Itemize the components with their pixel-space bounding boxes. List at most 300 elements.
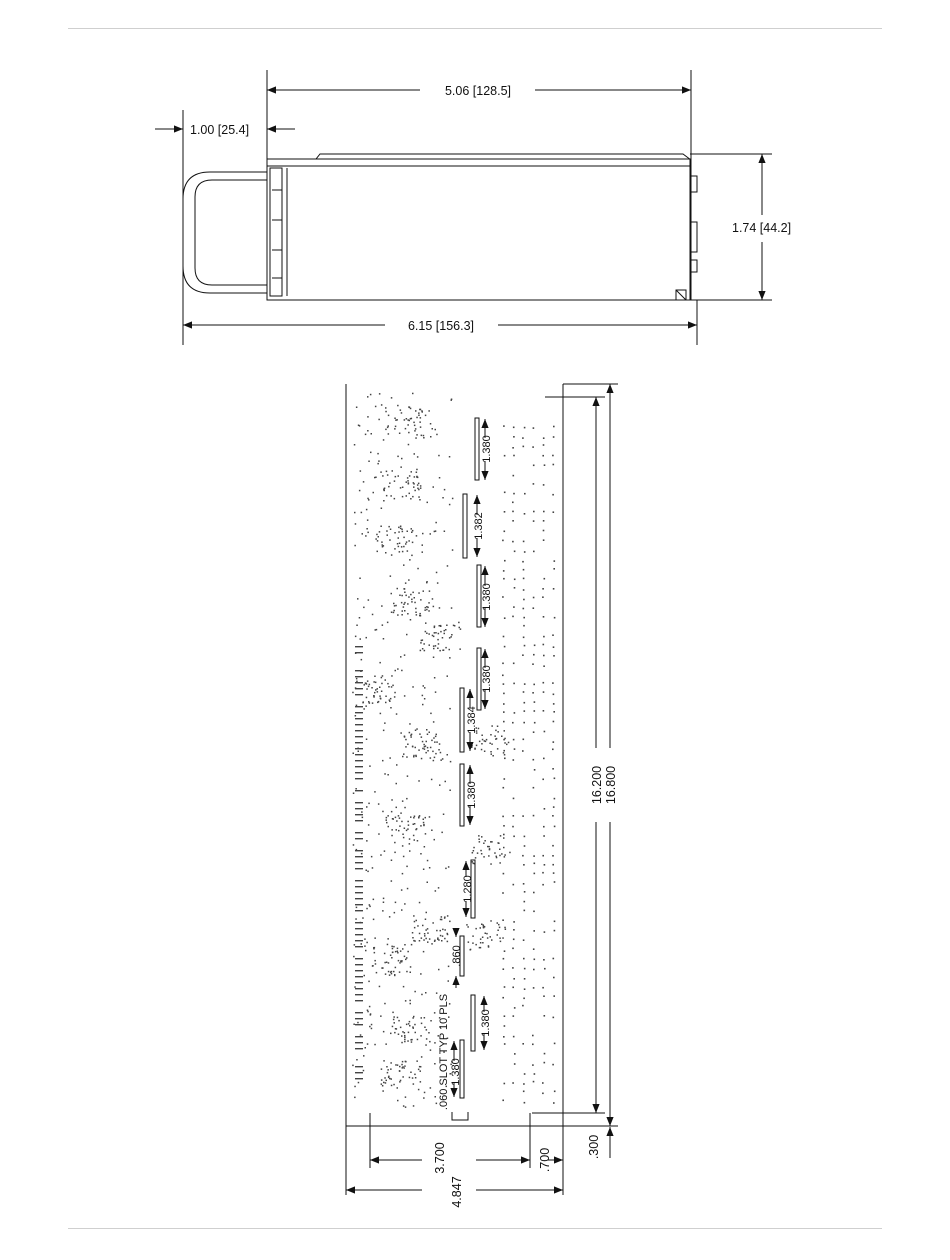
- pcb-component-mark: [384, 1077, 386, 1079]
- pcb-component-mark: [524, 845, 526, 847]
- pcb-component-mark: [487, 846, 489, 848]
- pcb-component-mark: [552, 455, 554, 457]
- pcb-component-mark: [367, 532, 369, 534]
- pcb-component-mark: [383, 902, 385, 904]
- pcb-component-mark: [523, 998, 525, 1000]
- pcb-component-mark: [415, 1032, 417, 1034]
- pcb-component-mark: [410, 1039, 412, 1041]
- pcb-component-mark: [403, 604, 405, 606]
- slot-dim-2: 1.382: [473, 512, 485, 540]
- pcb-component-mark: [423, 819, 425, 821]
- pcb-component-mark: [400, 466, 402, 468]
- pcb-component-mark: [484, 751, 486, 753]
- pcb-component-mark: [502, 919, 504, 921]
- pcb-component-mark: [366, 683, 368, 685]
- pcb-component-mark: [422, 748, 424, 750]
- pcb-component-mark: [356, 907, 358, 909]
- pcb-component-mark: [523, 617, 525, 619]
- pcb-component-mark: [432, 751, 434, 753]
- pcb-component-mark: [411, 944, 413, 946]
- pcb-component-mark: [367, 430, 369, 432]
- pcb-component-mark: [395, 951, 397, 953]
- pcb-component-mark: [436, 1103, 438, 1105]
- pcb-component-mark: [534, 959, 536, 961]
- pcb-component-mark: [412, 393, 414, 395]
- pcb-component-mark: [522, 750, 524, 752]
- pcb-component-mark: [367, 416, 369, 418]
- pcb-component-mark: [480, 850, 482, 852]
- pcb-component-mark: [416, 535, 418, 537]
- pcb-component-mark: [421, 640, 423, 642]
- pcb-component-mark: [553, 1017, 555, 1019]
- pcb-component-mark: [375, 689, 377, 691]
- pcb-component-mark: [366, 528, 368, 530]
- pcb-component-mark: [410, 418, 412, 420]
- pcb-component-mark: [523, 691, 525, 693]
- pcb-component-mark: [364, 975, 366, 977]
- pcb-component-mark: [382, 811, 384, 813]
- pcb-component-mark: [513, 436, 515, 438]
- pcb-component-mark: [502, 997, 504, 999]
- pcb-component-mark: [427, 882, 429, 884]
- pcb-component-mark: [396, 419, 398, 421]
- pcb-component-mark: [362, 917, 364, 919]
- pcb-component-mark: [419, 940, 421, 942]
- pcb-component-mark: [394, 975, 396, 977]
- pcb-component-mark: [387, 534, 389, 536]
- pcb-component-mark: [491, 939, 493, 941]
- pcb-component-mark: [488, 945, 490, 947]
- pcb-component-mark: [375, 477, 377, 479]
- pcb-component-mark: [365, 950, 367, 952]
- pcb-component-mark: [395, 902, 397, 904]
- pcb-component-mark: [544, 731, 546, 733]
- pcb-component-mark: [449, 637, 451, 639]
- pcb-component-mark: [388, 425, 390, 427]
- pcb-component-mark: [422, 544, 424, 546]
- pcb-component-mark: [472, 861, 474, 863]
- pcb-component-mark: [380, 713, 382, 715]
- pcb-component-mark: [400, 487, 402, 489]
- pcb-component-mark: [355, 922, 363, 923]
- pcb-component-mark: [424, 748, 426, 750]
- pcb-component-mark: [514, 587, 516, 589]
- pcb-component-mark: [448, 980, 450, 982]
- pcb-component-mark: [380, 471, 382, 473]
- pcb-component-mark: [414, 430, 416, 432]
- pcb-component-mark: [355, 976, 363, 977]
- slot-dim-9: 1.380: [480, 1009, 492, 1037]
- pcb-component-mark: [414, 1074, 416, 1076]
- pcb-component-mark: [543, 444, 545, 446]
- pcb-component-mark: [398, 815, 400, 817]
- pcb-component-mark: [504, 854, 506, 856]
- pcb-component-mark: [412, 496, 414, 498]
- pcb-component-mark: [420, 1081, 422, 1083]
- pcb-component-mark: [363, 1070, 365, 1072]
- pcb-component-mark: [386, 819, 388, 821]
- pcb-component-mark: [421, 1017, 423, 1019]
- pcb-component-mark: [423, 951, 425, 953]
- pcb-component-mark: [400, 812, 402, 814]
- pcb-component-mark: [534, 701, 536, 703]
- pcb-component-mark: [442, 758, 444, 760]
- slot-dim-6: 1.380: [466, 781, 478, 809]
- pcb-component-mark: [490, 920, 492, 922]
- pcb-component-mark: [437, 648, 439, 650]
- pcb-component-mark: [502, 1100, 504, 1102]
- pcb-component-mark: [389, 1078, 391, 1080]
- pcb-component-mark: [404, 695, 406, 697]
- pcb-component-mark: [368, 824, 370, 826]
- pcb-component-mark: [355, 790, 363, 791]
- pcb-component-mark: [398, 531, 400, 533]
- pcb-component-mark: [376, 534, 378, 536]
- pcb-component-mark: [416, 1060, 418, 1062]
- pcb-component-mark: [504, 1043, 506, 1045]
- pcb-component-mark: [523, 883, 525, 885]
- pcb-component-mark: [422, 533, 424, 535]
- pcb-component-mark: [420, 487, 422, 489]
- pcb-component-mark: [415, 410, 417, 412]
- pcb-component-mark: [407, 744, 409, 746]
- pcb-component-mark: [552, 815, 554, 817]
- pcb-component-mark: [391, 686, 393, 688]
- pcb-component-mark: [382, 675, 384, 677]
- pcb-component-mark: [430, 1020, 432, 1022]
- pcb-component-mark: [408, 444, 410, 446]
- pcb-component-mark: [387, 427, 389, 429]
- pcb-component-mark: [409, 493, 411, 495]
- pcb-component-mark: [399, 817, 401, 819]
- pcb-component-mark: [418, 780, 420, 782]
- pcb-component-mark: [423, 869, 425, 871]
- pcb-component-mark: [523, 939, 525, 941]
- pcb-component-mark: [408, 1023, 410, 1025]
- pcb-component-mark: [512, 967, 514, 969]
- pcb-component-mark: [418, 412, 420, 414]
- pcb-component-mark: [407, 531, 409, 533]
- pcb-component-mark: [523, 569, 525, 571]
- pcb-component-mark: [401, 909, 403, 911]
- pcb-component-mark: [355, 760, 363, 761]
- pcb-component-mark: [402, 487, 404, 489]
- pcb-component-mark: [353, 956, 355, 958]
- pcb-component-mark: [501, 736, 503, 738]
- pcb-component-mark: [423, 744, 425, 746]
- pcb-component-mark: [513, 683, 515, 685]
- pcb-component-mark: [552, 494, 554, 496]
- pcb-component-mark: [431, 740, 433, 742]
- slot-dim-5: 1.384: [466, 706, 478, 734]
- pcb-component-mark: [429, 590, 431, 592]
- pcb-component-mark: [415, 730, 417, 732]
- pcb-component-mark: [355, 682, 363, 683]
- pcb-component-mark: [417, 925, 419, 927]
- pcb-component-mark: [533, 787, 535, 789]
- pcb-component-mark: [400, 409, 402, 411]
- pcb-component-mark: [544, 968, 546, 970]
- pcb-component-mark: [398, 1020, 400, 1022]
- pcb-component-mark: [373, 681, 375, 683]
- pcb-component-mark: [554, 560, 556, 562]
- pcb-component-mark: [542, 779, 544, 781]
- pcb-component-mark: [355, 646, 363, 647]
- pcb-component-mark: [503, 968, 505, 970]
- pcb-component-mark: [373, 695, 375, 697]
- pcb-component-mark: [434, 632, 436, 634]
- pcb-component-mark: [504, 1025, 506, 1027]
- pcb-component-mark: [398, 960, 400, 962]
- pcb-component-mark: [405, 595, 407, 597]
- pcb-component-mark: [423, 435, 425, 437]
- pcb-component-mark: [383, 730, 385, 732]
- pcb-component-mark: [418, 415, 420, 417]
- pcb-component-mark: [422, 695, 424, 697]
- pcb-component-mark: [391, 675, 393, 677]
- pcb-component-mark: [402, 948, 404, 950]
- pcb-dim-offset-y: .300: [587, 1134, 601, 1160]
- pcb-component-mark: [387, 683, 389, 685]
- pcb-component-mark: [367, 871, 369, 873]
- pcb-component-mark: [421, 994, 423, 996]
- pcb-component-mark: [412, 686, 414, 688]
- pcb-component-mark: [512, 511, 514, 513]
- pcb-component-mark: [421, 435, 423, 437]
- pcb-component-mark: [383, 1031, 385, 1033]
- pcb-component-mark: [513, 836, 515, 838]
- pcb-component-mark: [355, 1000, 363, 1001]
- pcb-component-mark: [406, 830, 408, 832]
- slot-dim-10: 1.380: [450, 1058, 462, 1086]
- pcb-component-mark: [372, 965, 374, 967]
- pcb-component-mark: [503, 711, 505, 713]
- pcb-component-mark: [389, 757, 391, 759]
- pcb-component-mark: [411, 1041, 413, 1043]
- pcb-component-mark: [397, 1064, 399, 1066]
- pcb-component-mark: [407, 828, 409, 830]
- pcb-component-mark: [414, 425, 416, 427]
- pcb-component-mark: [414, 490, 416, 492]
- pcb-component-mark: [384, 953, 386, 955]
- pcb-component-mark: [401, 458, 403, 460]
- pcb-component-mark: [432, 922, 434, 924]
- pcb-component-mark: [356, 1059, 358, 1061]
- pcb-component-mark: [383, 898, 385, 900]
- pcb-component-mark: [447, 675, 449, 677]
- pcb-component-mark: [404, 1065, 406, 1067]
- pcb-component-mark: [451, 607, 453, 609]
- pcb-component-mark: [380, 526, 382, 528]
- pcb-component-mark: [503, 693, 505, 695]
- pcb-component-mark: [398, 830, 400, 832]
- pcb-component-mark: [503, 787, 505, 789]
- pcb-component-mark: [355, 742, 363, 743]
- pcb-component-mark: [407, 477, 409, 479]
- pcb-component-mark: [440, 759, 442, 761]
- pcb-component-mark: [492, 755, 494, 757]
- pcb-component-mark: [471, 747, 473, 749]
- pcb-component-mark: [451, 634, 453, 636]
- pcb-component-mark: [365, 535, 367, 537]
- pcb-component-mark: [358, 1082, 360, 1084]
- pcb-component-mark: [404, 807, 406, 809]
- pcb-component-mark: [399, 595, 401, 597]
- pcb-component-mark: [543, 530, 545, 532]
- pcb-component-mark: [409, 1077, 411, 1079]
- pcb-component-mark: [413, 835, 415, 837]
- pcb-component-mark: [460, 628, 462, 630]
- pcb-dim-length-outer: 16.800: [604, 765, 618, 805]
- pcb-component-mark: [397, 1100, 399, 1102]
- pcb-component-mark: [420, 973, 422, 975]
- pcb-component-mark: [368, 981, 370, 983]
- pcb-component-mark: [355, 814, 363, 815]
- enclosure-outline: [267, 159, 690, 300]
- pcb-component-mark: [382, 1085, 384, 1087]
- pcb-component-mark: [490, 841, 492, 843]
- pcb-component-mark: [401, 1042, 403, 1044]
- pcb-component-mark: [432, 428, 434, 430]
- pcb-component-mark: [533, 930, 535, 932]
- pcb-component-mark: [381, 508, 383, 510]
- pcb-component-mark: [398, 546, 400, 548]
- pcb-component-mark: [436, 741, 438, 743]
- pcb-component-mark: [405, 1106, 407, 1108]
- pcb-component-mark: [435, 645, 437, 647]
- pcb-component-mark: [411, 555, 413, 557]
- pcb-component-mark: [432, 598, 434, 600]
- pcb-component-mark: [404, 944, 406, 946]
- pcb-component-mark: [364, 938, 366, 940]
- pcb-component-mark: [420, 642, 422, 644]
- pcb-component-mark: [356, 849, 358, 851]
- pcb-component-mark: [372, 614, 374, 616]
- pcb-component-mark: [434, 1012, 436, 1014]
- pcb-component-mark: [366, 688, 368, 690]
- pcb-component-mark: [367, 1010, 369, 1012]
- pcb-component-mark: [371, 687, 373, 689]
- pcb-component-mark: [435, 753, 437, 755]
- pcb-component-mark: [503, 578, 505, 580]
- pcb-component-mark: [512, 722, 514, 724]
- pcb-component-mark: [401, 602, 403, 604]
- pcb-component-mark: [385, 679, 387, 681]
- pcb-component-mark: [414, 453, 416, 455]
- pcb-component-mark: [475, 928, 477, 930]
- pcb-component-mark: [415, 612, 417, 614]
- pcb-component-mark: [513, 798, 515, 800]
- pcb-component-mark: [424, 609, 426, 611]
- pcb-component-mark: [503, 1036, 505, 1038]
- pcb-component-mark: [553, 995, 555, 997]
- pcb-component-mark: [369, 1026, 371, 1028]
- pcb-component-mark: [407, 424, 409, 426]
- pcb-component-mark: [544, 1053, 546, 1055]
- pcb-component-mark: [426, 1029, 428, 1031]
- pcb-component-mark: [533, 731, 535, 733]
- pcb-component-mark: [399, 433, 401, 435]
- pcb-component-mark: [355, 1012, 363, 1013]
- pcb-component-mark: [429, 816, 431, 818]
- pcb-component-mark: [421, 937, 423, 939]
- pcb-component-mark: [413, 1083, 415, 1085]
- pcb-component-mark: [417, 1039, 419, 1041]
- pcb-component-mark: [407, 821, 409, 823]
- pcb-component-mark: [394, 842, 396, 844]
- pcb-component-mark: [406, 866, 408, 868]
- pcb-component-mark: [478, 839, 480, 841]
- pcb-component-mark: [431, 943, 433, 945]
- pcb-component-mark: [355, 928, 363, 929]
- pcb-component-mark: [420, 599, 422, 601]
- pcb-component-mark: [504, 560, 506, 562]
- pcb-component-mark: [522, 815, 524, 817]
- pcb-component-mark: [434, 741, 436, 743]
- pcb-component-mark: [532, 446, 534, 448]
- pcb-component-mark: [390, 955, 392, 957]
- pcb-component-mark: [416, 469, 418, 471]
- pcb-component-mark: [411, 734, 413, 736]
- pcb-component-mark: [513, 1036, 515, 1038]
- pcb-component-mark: [503, 636, 505, 638]
- pcb-component-mark: [552, 634, 554, 636]
- pcb-component-mark: [553, 872, 555, 874]
- pcb-component-mark: [411, 528, 413, 530]
- pcb-component-mark: [413, 483, 415, 485]
- pcb-component-mark: [452, 549, 454, 551]
- pcb-component-mark: [504, 950, 506, 952]
- pcb-component-mark: [385, 696, 387, 698]
- pcb-component-mark: [481, 836, 483, 838]
- pcb-component-mark: [445, 868, 447, 870]
- pcb-component-mark: [366, 739, 368, 741]
- pcb-component-mark: [378, 833, 380, 835]
- pcb-component-mark: [483, 856, 485, 858]
- pcb-component-mark: [427, 941, 429, 943]
- pcb-component-mark: [440, 631, 442, 633]
- pcb-component-mark: [364, 684, 366, 686]
- pcb-component-mark: [514, 551, 516, 553]
- pcb-component-mark: [417, 568, 419, 570]
- pcb-component-mark: [503, 834, 505, 836]
- pcb-component-mark: [406, 1024, 408, 1026]
- pcb-component-mark: [424, 1017, 426, 1019]
- pcb-component-mark: [420, 1070, 422, 1072]
- pcb-component-mark: [422, 648, 424, 650]
- pcb-component-mark: [552, 864, 554, 866]
- pcb-component-mark: [543, 995, 545, 997]
- pcb-component-mark: [428, 1032, 430, 1034]
- pcb-component-mark: [447, 915, 449, 917]
- pcb-dimension-texts: [433, 766, 618, 1208]
- pcb-component-mark: [405, 543, 407, 545]
- pcb-component-mark: [513, 921, 515, 923]
- pcb-component-mark: [368, 599, 370, 601]
- pcb-component-mark: [503, 683, 505, 685]
- pcb-component-mark: [426, 606, 428, 608]
- pcb-component-mark: [412, 542, 414, 544]
- pcb-dim-width-outer: 4.847: [450, 1176, 464, 1208]
- pcb-component-mark: [524, 891, 526, 893]
- pcb-component-mark: [513, 929, 515, 931]
- pcb-component-mark: [442, 935, 444, 937]
- pcb-component-mark: [396, 713, 398, 715]
- pcb-component-mark: [352, 692, 354, 694]
- pcb-component-mark: [523, 722, 525, 724]
- pcb-component-mark: [355, 988, 363, 989]
- pcb-component-mark: [533, 987, 535, 989]
